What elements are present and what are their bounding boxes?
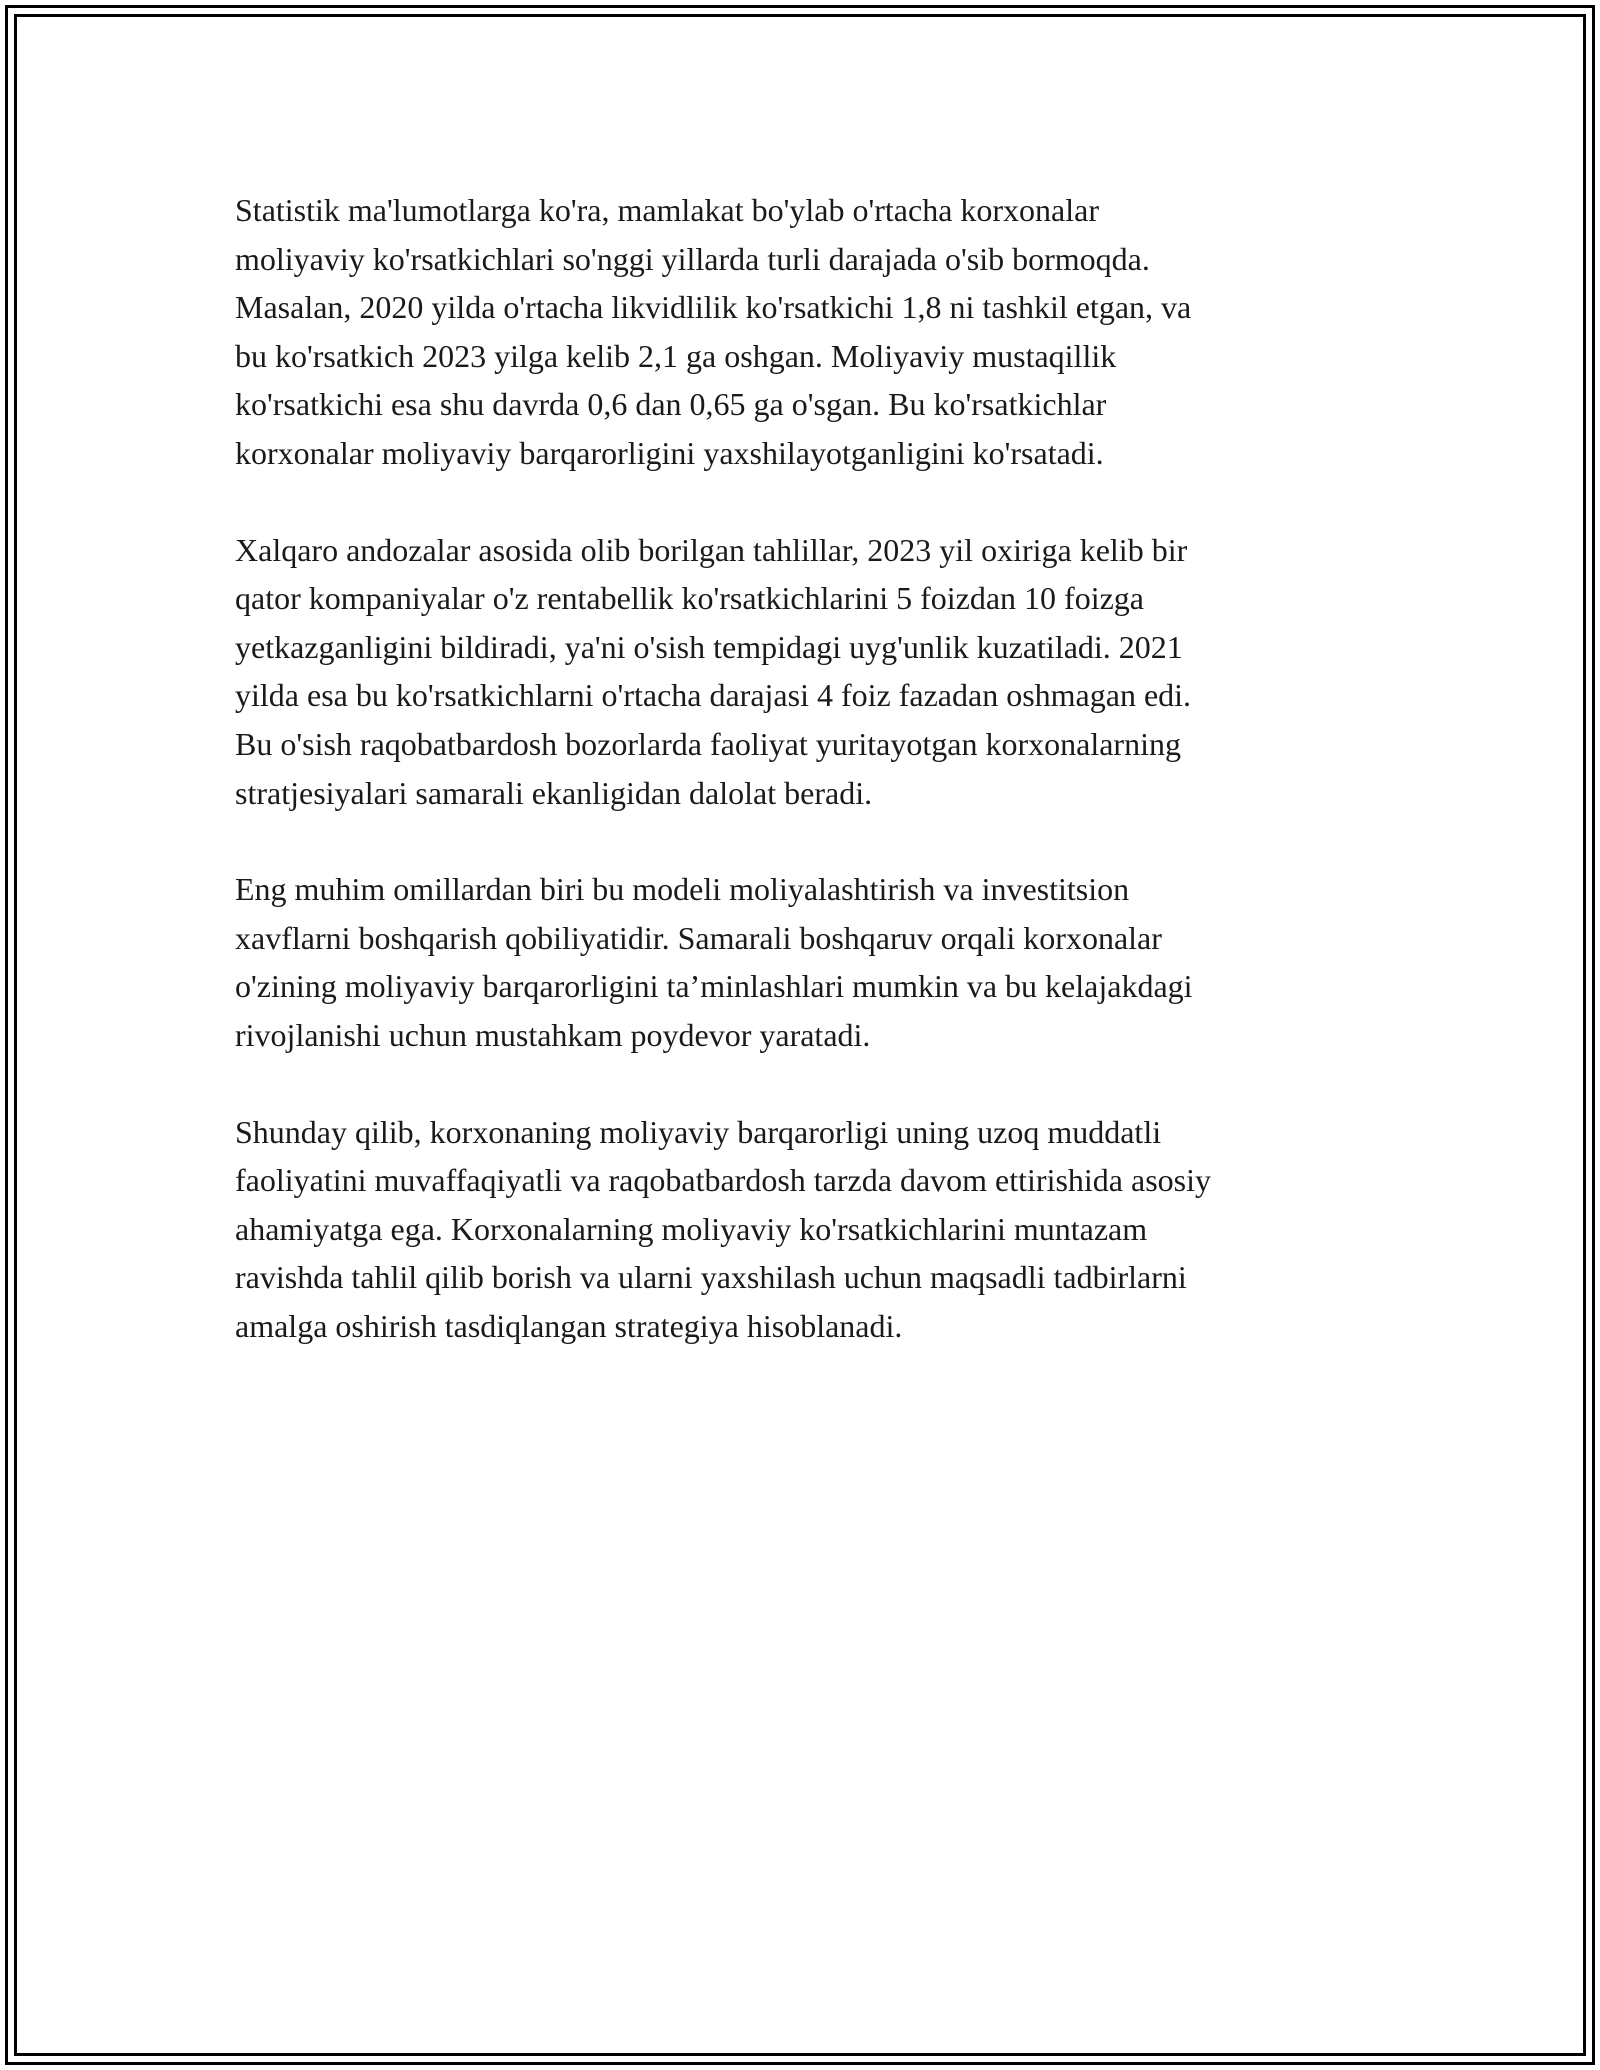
- paragraph-3: [235, 865, 1365, 1059]
- text-line: yilda esa bu ko'rsatkichlarni o'rtacha darajasi 4 foiz fazadan oshmagan edi.: [235, 677, 1192, 714]
- text-line: o'zining moliyaviy barqarorligini ta’minlashlari mumkin va bu kelajakdagi: [235, 968, 1193, 1005]
- text-line: Xalqaro andozalar asosida olib borilgan tahlillar, 2023 yil oxiriga kelib bir: [235, 531, 1188, 568]
- text-line: yetkazganligini bildiradi, ya'ni o'sish tempidagi uyg'unlik kuzatiladi. 2021: [235, 628, 1183, 665]
- text-line: Shunday qilib, korxonaning moliyaviy barqarorligi uning uzoq muddatli: [235, 1113, 1162, 1150]
- text-line: stratjesiyalari samarali ekanligidan dalolat beradi.: [235, 774, 873, 811]
- document-body: [235, 186, 1365, 1398]
- text-line: Masalan, 2020 yilda o'rtacha likvidlilik ko'rsatkichi 1,8 ni tashkil etgan, va: [235, 289, 1192, 326]
- text-line: faoliyatini muvaffaqiyatli va raqobatbardosh tarzda davom ettirishida asosiy: [235, 1162, 1211, 1199]
- text-line: ahamiyatga ega. Korxonalarning moliyaviy ko'rsatkichlarini muntazam: [235, 1210, 1148, 1247]
- text-line: qator kompaniyalar o'z rentabellik ko'rsatkichlarini 5 foizdan 10 foizga: [235, 580, 1144, 617]
- text-line: ko'rsatkichi esa shu davrda 0,6 dan 0,65 ga o'sgan. Bu ko'rsatkichlar: [235, 386, 1107, 423]
- text-line: amalga oshirish tasdiqlangan strategiya hisoblanadi.: [235, 1307, 903, 1344]
- text-line: rivojlanishi uchun mustahkam poydevor yaratadi.: [235, 1016, 871, 1053]
- text-line: xavflarni boshqarish qobiliyatidir. Samarali boshqaruv orqali korxonalar: [235, 919, 1162, 956]
- text-line: ravishda tahlil qilib borish va ularni yaxshilash uchun maqsadli tadbirlarni: [235, 1259, 1187, 1296]
- text-line: bu ko'rsatkich 2023 yilga kelib 2,1 ga oshgan. Moliyaviy mustaqillik: [235, 337, 1117, 374]
- text-line: moliyaviy ko'rsatkichlari so'nggi yillarda turli darajada o'sib bormoqda.: [235, 240, 1150, 277]
- paragraph-4: [235, 1108, 1365, 1351]
- text-line: korxonalar moliyaviy barqarorligini yaxshilayotganligini ko'rsatadi.: [235, 434, 1104, 471]
- text-line: Statistik ma'lumotlarga ko'ra, mamlakat bo'ylab o'rtacha korxonalar: [235, 192, 1099, 228]
- paragraph-1: [235, 186, 1365, 478]
- text-line: Eng muhim omillardan biri bu modeli moliyalashtirish va investitsion: [235, 871, 1130, 908]
- text-line: Bu o'sish raqobatbardosh bozorlarda faoliyat yuritayotgan korxonalarning: [235, 725, 1181, 762]
- paragraph-2: [235, 526, 1365, 818]
